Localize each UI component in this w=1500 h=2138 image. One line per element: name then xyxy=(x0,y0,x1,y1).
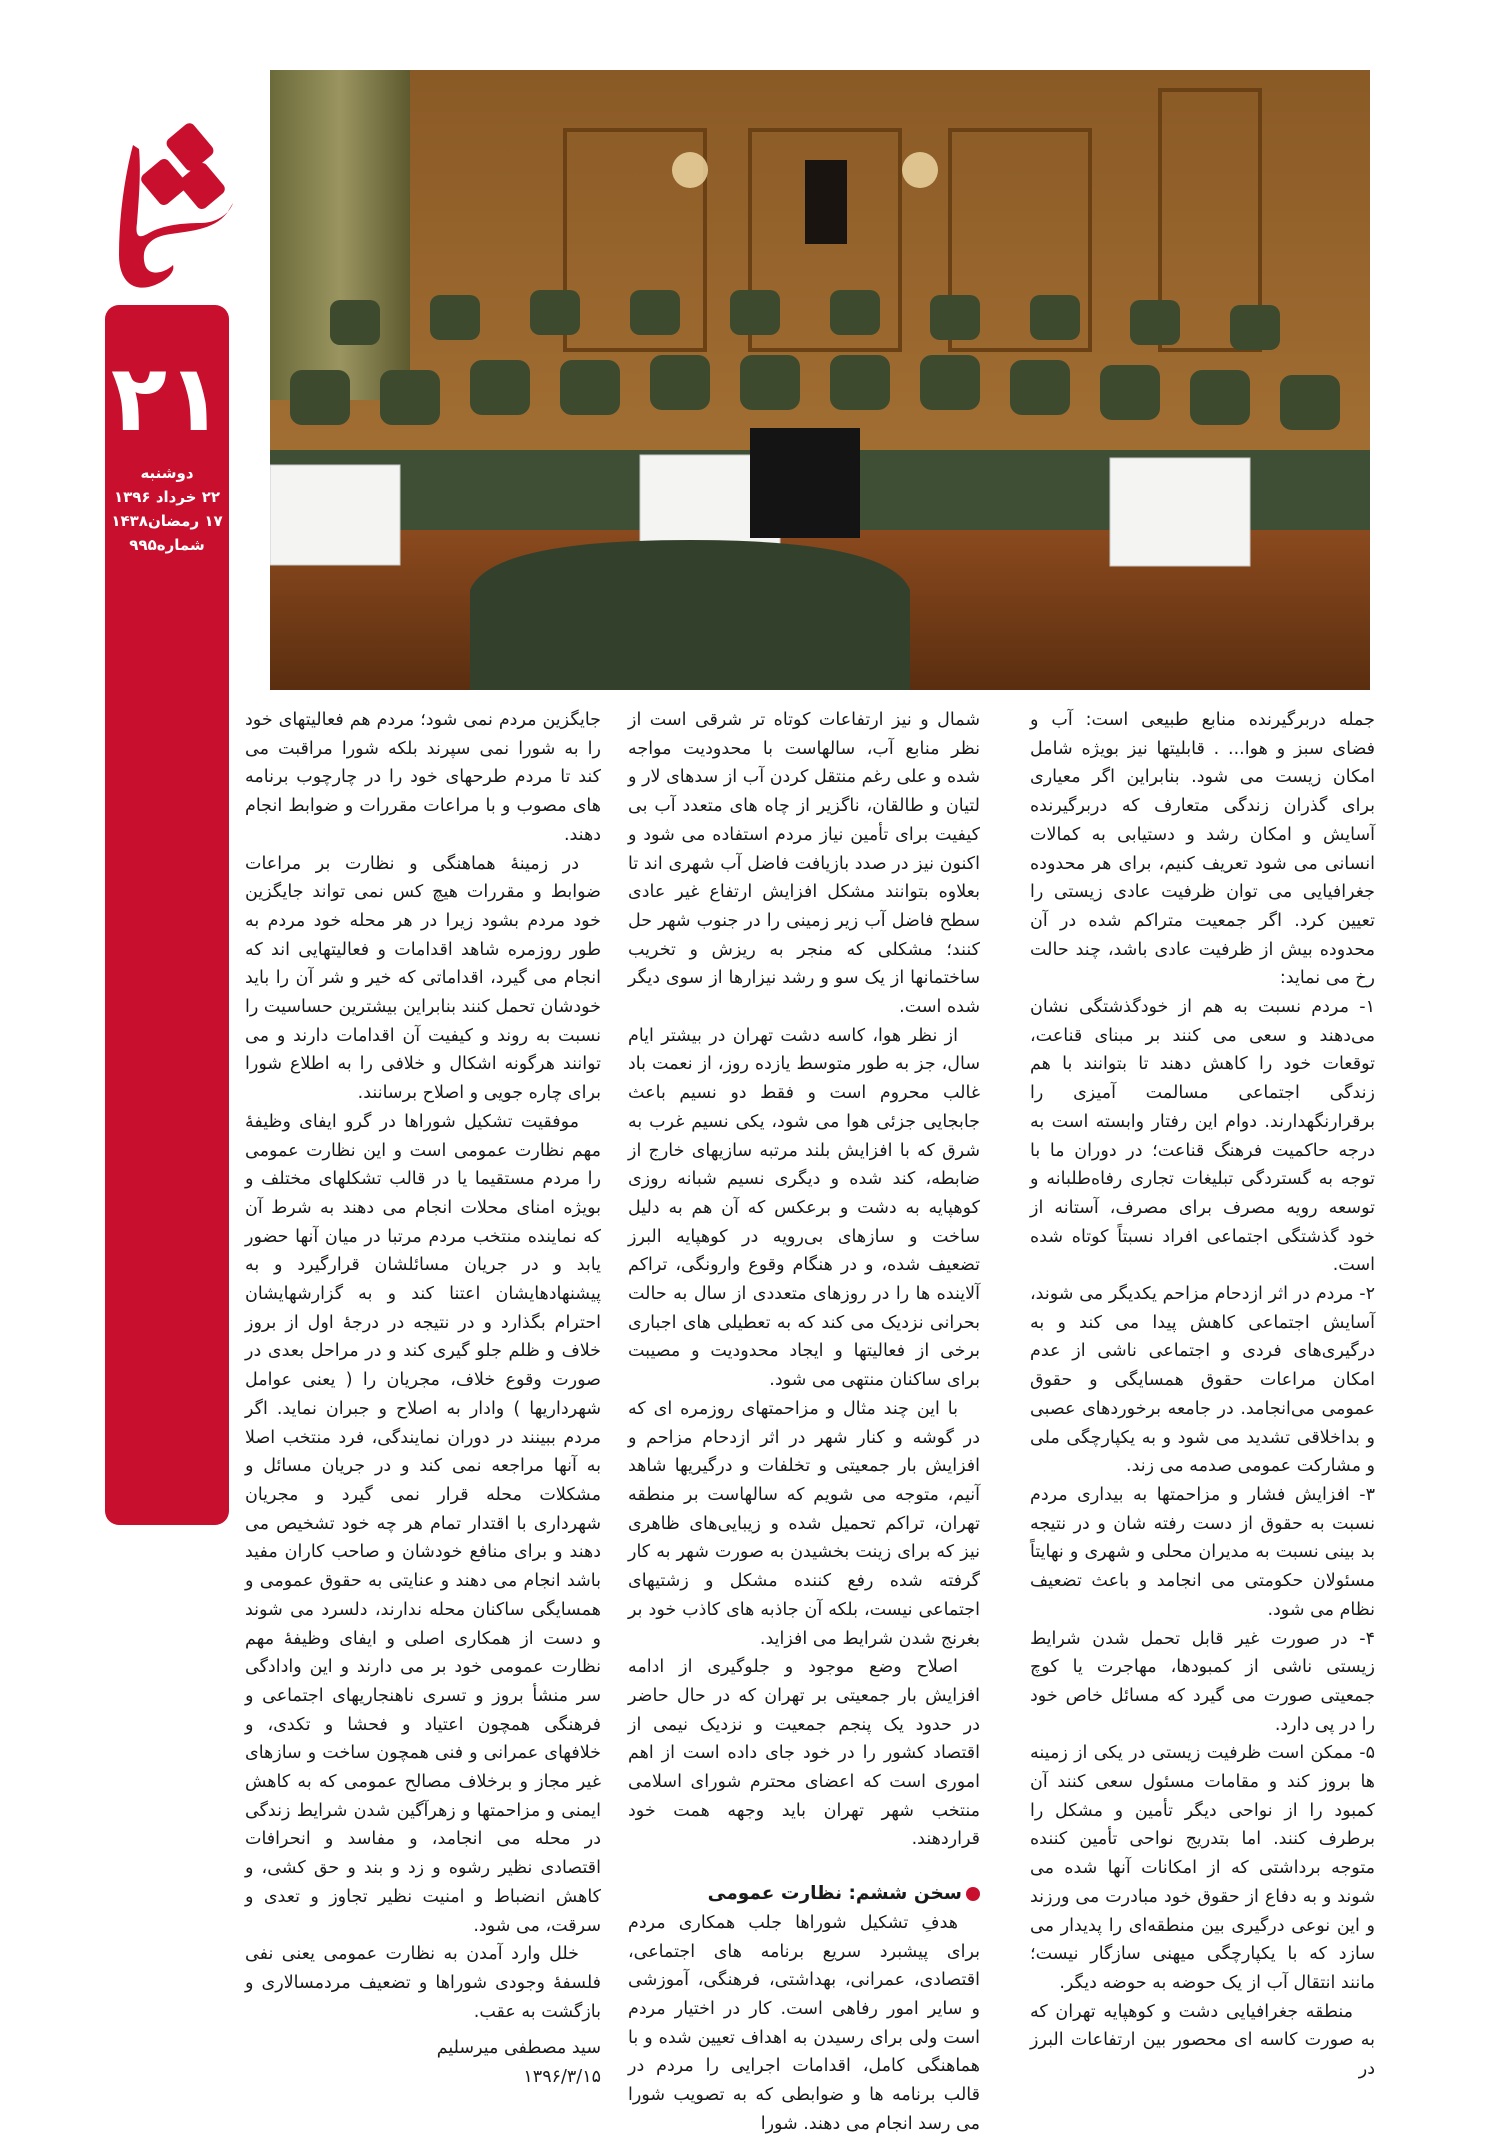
paragraph: شمال و نیز ارتفاعات کوتاه تر شرقی است از نظر منابع آب، سالهاست با محدودیت مواجه شده و علی رغم منتقل کردن آب از سدهای لار و لتیان و طالقان، ناگزیر از چاه های متعدد آب بی کیفیت برای تأمین نیاز مردم استفاده می شود و اکنون نیز در صدد بازیافت فاضل آب شهری اند تا بعلاوه بتوانند مشکل افزایش ارتفاع غیر عادی سطح فاضل آب زیر زمینی را در جنوب شهر حل کنند؛ مشکلی که منجر به ریزش و تخریب ساختمانها از یک سو و رشد نیزارها از سوی دیگر شده است. xyxy=(628,710,980,1018)
weekday: دوشنبه xyxy=(140,464,194,482)
paragraph: ۱- مردم نسبت به هم از خودگذشتگی نشان می‌دهند و سعی می کنند بر مبنای قناعت، توقعات خود را کاهش دهند تا بتوانند با هم زندگی اجتماعی مسالمت آمیزی را برقرارنگهدارند. دوام این رفتار وابسته است به درجه حاکمیت فرهنگ قناعت؛ در دوران ما با توجه به گستردگی تبلیغات تجاری رفاه‌طلبانه و توسعه رویه مصرف برای مصرف، آستانه از خود گذشتگی اجتماعی افراد نسبتاً کوتاه شده است. xyxy=(1030,997,1375,1276)
signature xyxy=(245,2034,601,2091)
page-number: ۲۱ xyxy=(110,345,224,452)
paragraph: خلل وارد آمدن به نظارت عمومی یعنی نفی فلسفهٔ وجودی شوراها و تضعیف مردمسالاری و بازگشت به عقب. xyxy=(245,1944,601,2022)
paragraph: موفقیت تشکیل شوراها در گرو ایفای وظیفهٔ مهم نظارت عمومی است و این نظارت عمومی را مردم مستقیما یا در قالب تشکلهای مختلف و بویژه امنای محلات انجام می دهند به شرط آن که نماینده منتخب مردم مرتبا در میان آنها حضور یابد و در جریان مسائلشان قرارگیرد و به پیشنهادهایشان اعتنا کند و به گزارشهایشان احترام بگذارد و در نتیجه در درجهٔ اول از بروز خلاف و ظلم جلو گیری کند و در مراحل بعدی در صورت وقوع خلاف، مجریان را ( یعنی عوامل شهرداریها ) وادار به اصلاح و جبران نماید. اگر مردم ببینند در دوران نمایندگی، فرد منتخب اصلا به آنها مراجعه نمی کند و در جریان مسائل و مشکلات محله قرار نمی گیرد و مجریان شهرداری با اقتدار تمام هر چه خود تشخیص می دهند و برای منافع خودشان و صاحب کاران مفید باشد انجام می دهند و عنایتی به حقوق عمومی و همسایگی ساکنان محله ندارند، دلسرد می شوند و دست از همکاری اصلی و ایفای وظیفهٔ مهم نظارت عمومی خود بر می دارند و این وادادگی سر منشأ بروز و تسری ناهنجاریهای اجتماعی و فرهنگی همچون اعتیاد و فحشا و تکدی، و خلافهای عمرانی و فنی همچون ساخت و سازهای غیر مجاز و برخلاف مصالح عمومی که به کاهش ایمنی و مزاحمتها و زهرآگین شدن شرایط زندگی در محله می انجامد، و مفاسد و انحرافات اقتصادی نظیر رشوه و زد و بند و حق کشی، و کاهش انضباط و امنیت نظیر تجاوز و تعدی و سرقت، می شود. xyxy=(245,1111,601,1936)
issue-meta xyxy=(105,461,229,557)
signature-date: ۱۳۹۶/۳/۱۵ xyxy=(523,2067,601,2088)
council-chamber-photo xyxy=(270,70,1370,690)
masthead-logo xyxy=(105,105,235,300)
paragraph: منطقه جغرافیایی دشت و کوهپایه تهران که به صورت کاسه ای محصور بین ارتفاعات البرز در xyxy=(1030,2001,1375,2080)
paragraph: ۴- در صورت غیر قابل تحمل شدن شرایط زیستی ناشی از کمبودها، مهاجرت یا کوچ جمعیتی صورت می گیرد که مسائل خاص خود را در پی دارد. xyxy=(1030,1628,1375,1735)
section-heading-text: سخن ششم: نظارت عمومی xyxy=(707,1883,962,1905)
issue-number: شماره۹۹۵ xyxy=(129,536,205,554)
date-solar: ۲۲ خرداد ۱۳۹۶ xyxy=(113,488,221,506)
photo-illustration xyxy=(270,70,1370,690)
red-bullet-icon xyxy=(966,1887,980,1901)
paragraph: جایگزین مردم نمی شود؛ مردم هم فعالیتهای خود را به شورا نمی سپرند بلکه شورا مراقبت می کند تا مردم طرحهای خود را در چارچوب برنامه های مصوب و با مراعات مقررات و ضوابط انجام دهند. xyxy=(245,710,601,845)
paragraph: از نظر هوا، کاسه دشت تهران در بیشتر ایام سال، جز به طور متوسط یازده روز، از نعمت باد غالب محروم است و فقط دو نسیم باعث جابجایی جزئی هوا می شود، یکی نسیم غرب به شرق که با افزایش بلند مرتبه سازیهای خارج از ضابطه، کند شده و دیگری نسیم شبانه روزی کوهپایه به دشت و برعکس که آن هم به دلیل ساخت و سازهای بی‌رویه در کوهپایه البرز تضعیف شده، و در هنگام وقوع وارونگی، تراکم آلاینده ها را در روزهای متعددی از سال به حالت بحرانی نزدیک می کند که به تعطیلی های اجباری برخی از فعالیتها و ایجاد محدودیت و مصیبت برای ساکنان منتهی می شود. xyxy=(628,1025,980,1391)
paragraph: ۳- افزایش فشار و مزاحمتها به بیداری مردم نسبت به حقوق از دست رفته شان و در نتیجه بد بینی نسبت به مدیران محلی و شهری و نهایتاً مسئولان حکومتی می انجامد و باعث تضعیف نظام می شود. xyxy=(1030,1484,1375,1620)
author-name: سید مصطفی میرسلیم xyxy=(436,2038,601,2059)
date-lunar: ۱۷ رمضان۱۴۳۸ xyxy=(111,512,223,530)
issue-info-box xyxy=(105,305,229,1525)
article-column-right xyxy=(1030,706,1375,2084)
section-heading xyxy=(628,1880,980,1909)
shoma-logo-icon xyxy=(105,105,235,300)
paragraph: در زمینهٔ هماهنگی و نظارت بر مراعات ضوابط و مقررات هیچ کس نمی تواند جایگزین خود مردم بشود زیرا در هر محله خود مردم به طور روزمره شاهد اقدامات و فعالیتهایی اند که انجام می گیرد، اقداماتی که خیر و شر آن را باید خودشان تحمل کنند بنابراین بیشترین حساسیت را نسبت به روند و کیفیت آن اقدامات دارند و می توانند هرگونه اشکال و خلافی را به اطلاع شورا برای چاره جویی و اصلاح برسانند. xyxy=(245,853,601,1104)
paragraph: ۲- مردم در اثر ازدحام مزاحم یکدیگر می شوند، آسایش اجتماعی کاهش پیدا می کند و به درگیری‌های فردی و اجتماعی ناشی از عدم امکان مراعات حقوق همسایگی و حقوق عمومی می‌انجامد. در جامعه برخوردهای عصبی و بداخلاقی تشدید می شود و به یکپارچگی ملی و مشارکت عمومی صدمه می زند. xyxy=(1030,1284,1375,1477)
paragraph: هدفِ تشکیل شوراها جلب همکاری مردم برای پیشبرد سریع برنامه های اجتماعی، اقتصادی، عمرانی، بهداشتی، فرهنگی، آموزشی و سایر امور رفاهی است. کار در اختیار مردم است ولی برای رسیدن به اهداف تعیین شده و با هماهنگی کامل، اقدامات اجرایی را مردم در قالب برنامه ها و ضوابطی که به تصویب شورا می رسد انجام می دهند. شورا xyxy=(628,1912,980,2134)
paragraph: جمله دربرگیرنده منابع طبیعی است: آب و فضای سبز و هوا... . قابلیتها نیز بویژه شامل امکان زیست می شود. بنابراین اگر معیاری برای گذران زندگی متعارف که دربرگیرنده آسایش و امکان رشد و دستیابی به کمالات انسانی می شود تعریف کنیم، برای هر محدوده جغرافیایی می توان ظرفیت عادی زیستی را تعیین کرد. اگر جمعیت متراکم شده در آن محدوده بیش از ظرفیت عادی باشد، چند حالت رخ می نماید: xyxy=(1030,710,1375,989)
paragraph: با این چند مثال و مزاحمتهای روزمره ای که در گوشه و کنار شهر در اثر ازدحام مزاحم و افزایش بار جمعیتی و تخلفات و درگیریها شاهد آنیم، متوجه می شویم که سالهاست بر منطقه تهران، تراکم تحمیل شده و زیبایی‌های ظاهری نیز که برای زینت بخشیدن به صورت شهر به کار گرفته شده رفع کننده مشکل و زشتیهای اجتماعی نیست، بلکه آن جاذبه های کاذب خود بر بغرنج شدن شرایط می افزاید. xyxy=(628,1398,980,1649)
article-column-middle xyxy=(628,706,980,2138)
article-column-left xyxy=(245,706,601,2092)
paragraph: ۵- ممکن است ظرفیت زیستی در یکی از زمینه ها بروز کند و مقامات مسئول سعی کنند آن کمبود را از نواحی دیگر تأمین و مشکل را برطرف کنند. اما بتدریج نواحی تأمین کننده متوجه برداشتی که از امکانات آنها شده می شوند و به دفاع از حقوق خود مبادرت می ورزند و این نوعی درگیری بین منطقه‌ای را پدیدار می سازد که با یکپارچگی میهنی سازگار نیست؛ مانند انتقال آب از یک حوضه به حوضه دیگر. xyxy=(1030,1743,1375,1993)
paragraph: اصلاح وضع موجود و جلوگیری از ادامه افزایش بار جمعیتی بر تهران که در حال حاضر در حدود یک پنجم جمعیت و نزدیک نیمی از اقتصاد کشور را در خود جای داده است از اهم اموری است که اعضای محترم شورای اسلامی منتخب شهر تهران باید وجهه همت خود قراردهند. xyxy=(628,1657,980,1850)
